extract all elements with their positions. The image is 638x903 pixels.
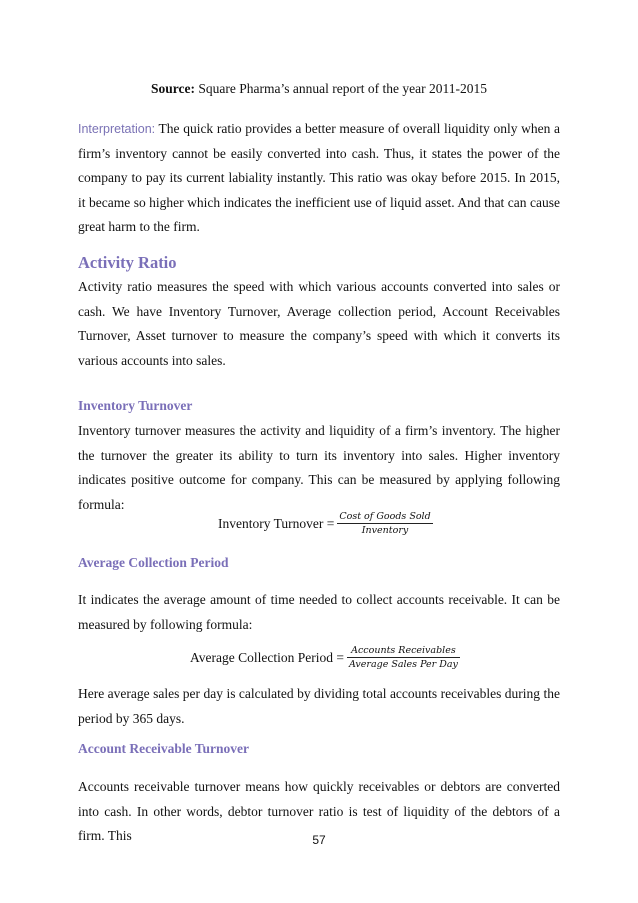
source-label: Source: bbox=[151, 81, 196, 96]
interpretation-text: The quick ratio provides a better measure of overall liquidity only when a firm’s inventory cannot be easily converted into cash. Thus, it states the power of the company to pay its current labiality instantly. This ratio was okay before 2015. In 2015, it became so higher which indicates the inefficient use of liquid asset. And that can cause great harm to the firm. bbox=[78, 121, 560, 234]
average-collection-period-denominator: Average Sales Per Day bbox=[348, 659, 458, 670]
inventory-turnover-paragraph: Inventory turnover measures the activity and liquidity of a firm’s inventory. The higher the turnover the greater its ability to turn its inventory into sales. Higher inventory indicates positive outcome for company. This can be measured by applying following formula: bbox=[78, 423, 560, 512]
page-number: 57 bbox=[312, 833, 326, 847]
interpretation-label: Interpretation: bbox=[78, 122, 156, 136]
account-receivable-turnover-heading: Account Receivable Turnover bbox=[78, 741, 249, 756]
inventory-turnover-formula-lhs: Inventory Turnover = bbox=[218, 515, 335, 531]
inventory-turnover-fraction bbox=[337, 510, 432, 537]
source-text: Square Pharma’s annual report of the year 2011-2015 bbox=[195, 81, 487, 96]
activity-ratio-heading: Activity Ratio bbox=[78, 253, 177, 272]
average-collection-period-note: Here average sales per day is calculated by dividing total accounts receivables during the period by 365 days. bbox=[78, 686, 560, 726]
average-collection-period-heading: Average Collection Period bbox=[78, 555, 229, 570]
activity-ratio-paragraph: Activity ratio measures the speed with which various accounts converted into sales or cash. We have Inventory Turnover, Average collection period, Account Receivables Turnover, Asset turnover to measure the company’s speed with which it converts its various accounts into sales. bbox=[78, 279, 560, 368]
average-collection-period-paragraph: It indicates the average amount of time needed to collect accounts receivable. It can be measured by following formula: bbox=[78, 592, 560, 632]
account-receivable-turnover-paragraph: Accounts receivable turnover means how quickly receivables or debtors are converted into cash. In other words, debtor turnover ratio is test of liquidity of the debtors of a firm. This bbox=[78, 779, 560, 843]
inventory-turnover-numerator: Cost of Goods Sold bbox=[339, 511, 431, 522]
inventory-turnover-heading: Inventory Turnover bbox=[78, 398, 193, 413]
interpretation-paragraph bbox=[78, 117, 560, 240]
average-collection-period-formula bbox=[190, 644, 460, 671]
source-line bbox=[0, 79, 638, 99]
inventory-turnover-formula bbox=[218, 510, 433, 537]
average-collection-period-numerator: Accounts Receivables bbox=[351, 645, 456, 656]
average-collection-period-fraction bbox=[347, 644, 460, 671]
inventory-turnover-denominator: Inventory bbox=[361, 525, 409, 536]
average-collection-period-formula-lhs: Average Collection Period = bbox=[190, 649, 344, 665]
